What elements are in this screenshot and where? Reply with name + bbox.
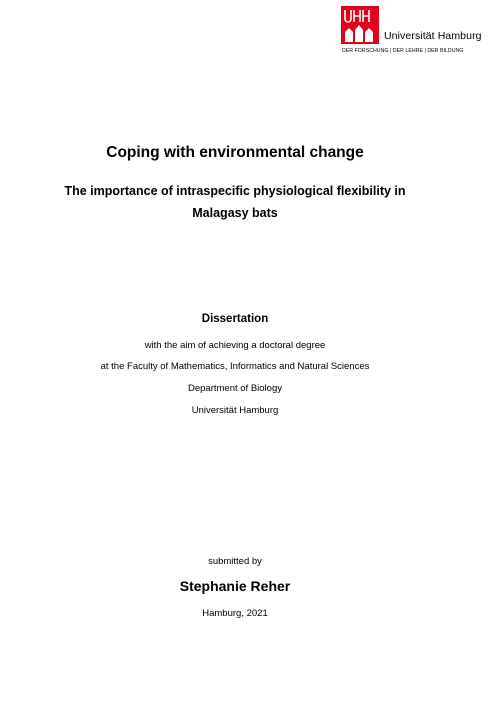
place-date: Hamburg, 2021 (202, 608, 268, 619)
department-text: Department of Biology (188, 383, 282, 394)
dissertation-label: Dissertation (201, 313, 269, 325)
faculty-text: at the Faculty of Mathematics, Informatics and Natural Sciences (100, 361, 370, 372)
subtitle-line-1: The importance of intraspecific physiological flexibility in (64, 184, 406, 198)
uhh-logo-icon (341, 6, 379, 44)
author-name: Stephanie Reher (179, 578, 291, 594)
subtitle-line-2: Malagasy bats (192, 206, 278, 220)
degree-aim-text: with the aim of achieving a doctoral degree (144, 340, 326, 351)
submitted-by-label: submitted by (208, 556, 262, 567)
university-tagline: DER FORSCHUNG | DER LEHRE | DER BILDUNG (342, 48, 464, 54)
thesis-subtitle (0, 180, 470, 224)
thesis-title: Coping with environmental change (106, 144, 364, 161)
university-logo (341, 6, 491, 54)
university-text: Universität Hamburg (191, 405, 279, 416)
university-name: Universität Hamburg (384, 30, 482, 42)
